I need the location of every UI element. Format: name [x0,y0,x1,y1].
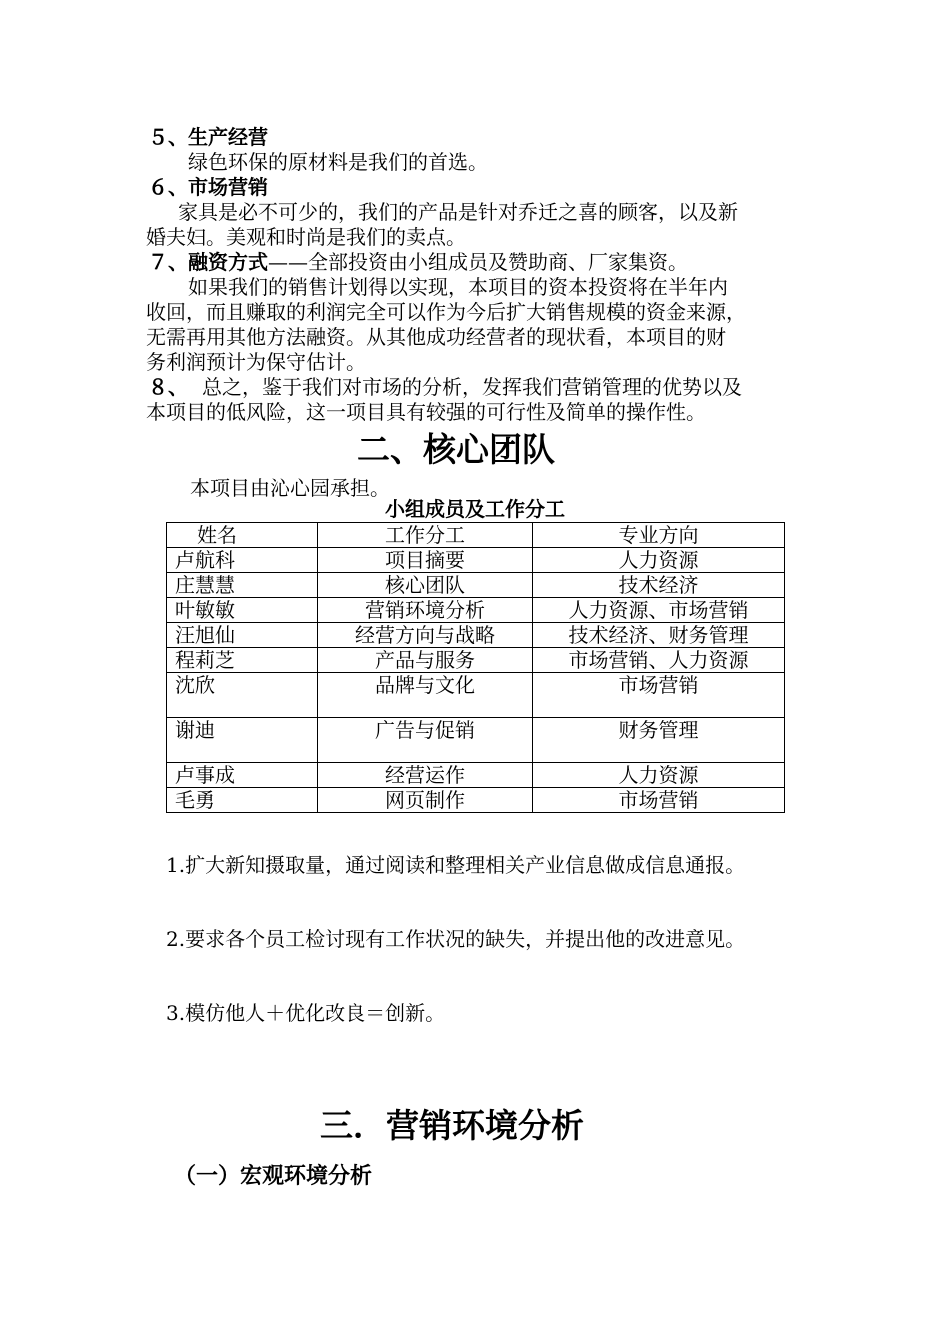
cell-major: 市场营销 [533,788,785,813]
cell-major: 人力资源、市场营销 [533,598,785,623]
cell-role: 营销环境分析 [318,598,533,623]
table-row [167,598,785,623]
header-role: 工作分工 [318,523,533,548]
section-6-paragraph-line: 婚夫妇。美观和时尚是我们的卖点。 [146,225,466,249]
cell-role: 产品与服务 [318,648,533,673]
cell-role: 经营方向与战略 [318,623,533,648]
cell-name: 卢事成 [167,763,318,788]
team-intro: 本项目由沁心园承担。 [190,476,390,500]
cell-name: 卢航科 [167,548,318,573]
section-7-paragraph-line: 务利润预计为保守估计。 [146,350,366,374]
section-8-heading: ８、 [148,375,188,399]
list-item: 3.模仿他人＋优化改良＝创新。 [166,1001,446,1025]
cell-role: 网页制作 [318,788,533,813]
cell-name: 汪旭仙 [167,623,318,648]
section-7-heading: ７、融资方式 [148,250,268,274]
section-6-heading: ６、市场营销 [148,175,268,199]
list-item: 2.要求各个员工检讨现有工作状况的缺失，并提出他的改进意见。 [166,927,746,951]
header-major: 专业方向 [533,523,785,548]
cell-name: 程莉芝 [167,648,318,673]
cell-name: 叶敏敏 [167,598,318,623]
table-row [167,548,785,573]
cell-major: 技术经济 [533,573,785,598]
header-name: 姓名 [167,523,318,548]
section-7-paragraph-line: 收回，而且赚取的利润完全可以作为今后扩大销售规模的资金来源， [146,300,746,324]
section-5-heading: ５、生产经营 [148,125,268,149]
section-7-heading-line [148,249,688,275]
table-row [167,623,785,648]
cell-major: 人力资源 [533,763,785,788]
table-header-row [167,523,785,548]
table-row [167,763,785,788]
section-7-paragraph-line: 如果我们的销售计划得以实现，本项目的资本投资将在半年内 [188,275,728,299]
section-5-paragraph: 绿色环保的原材料是我们的首选。 [188,150,488,174]
cell-name: 谢迪 [167,718,318,763]
section-8-paragraph-line: 本项目的低风险，这一项目具有较强的可行性及简单的操作性。 [146,400,706,424]
list-item: 1.扩大新知摄取量，通过阅读和整理相关产业信息做成信息通报。 [166,853,746,877]
table-row [167,573,785,598]
cell-role: 广告与促销 [318,718,533,763]
cell-major: 人力资源 [533,548,785,573]
section-7-heading-rest: ——全部投资由小组成员及赞助商、厂家集资。 [268,250,688,274]
cell-major: 技术经济、财务管理 [533,623,785,648]
cell-name: 庄慧慧 [167,573,318,598]
marketing-section-title: 三．营销环境分析 [320,1106,584,1145]
table-caption: 小组成员及工作分工 [385,497,565,521]
team-section-title: 二、核心团队 [357,430,555,469]
section-8-paragraph-line: 总之，鉴于我们对市场的分析，发挥我们营销管理的优势以及 [202,375,742,399]
cell-role: 经营运作 [318,763,533,788]
marketing-subsection-title: （一）宏观环境分析 [174,1163,373,1189]
section-6-paragraph-line: 家具是必不可少的，我们的产品是针对乔迁之喜的顾客，以及新 [178,200,738,224]
team-table [166,522,785,813]
cell-name: 毛勇 [167,788,318,813]
section-7-paragraph-line: 无需再用其他方法融资。从其他成功经营者的现状看，本项目的财 [146,325,726,349]
cell-role: 品牌与文化 [318,673,533,718]
cell-major: 财务管理 [533,718,785,763]
table-row [167,788,785,813]
cell-major: 市场营销、人力资源 [533,648,785,673]
cell-name: 沈欣 [167,673,318,718]
cell-major: 市场营销 [533,673,785,718]
table-row [167,648,785,673]
cell-role: 项目摘要 [318,548,533,573]
cell-role: 核心团队 [318,573,533,598]
table-row [167,673,785,718]
table-row [167,718,785,763]
